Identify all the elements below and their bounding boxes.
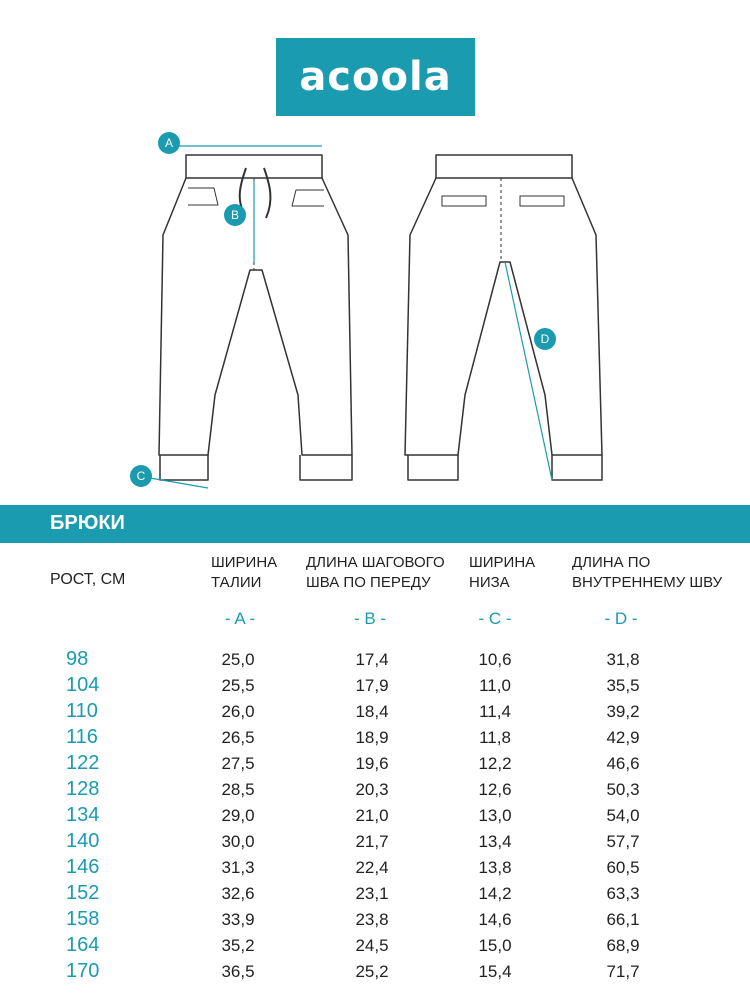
- value-b: 17,4: [355, 650, 389, 669]
- table-row: [0, 700, 750, 726]
- value-d: 31,8: [606, 650, 640, 669]
- size-cell: 170: [66, 960, 100, 982]
- table-row: [0, 960, 750, 986]
- value-c: 12,2: [478, 754, 512, 773]
- value-d: 54,0: [606, 806, 640, 825]
- value-b: 23,8: [355, 910, 389, 929]
- value-d: 35,5: [606, 676, 640, 695]
- value-a: 25,5: [221, 676, 255, 695]
- value-b: 23,1: [355, 884, 389, 903]
- value-c: 12,6: [478, 780, 512, 799]
- value-b: 20,3: [355, 780, 389, 799]
- value-b: 18,9: [355, 728, 389, 747]
- value-a: 28,5: [221, 780, 255, 799]
- size-cell: 98: [66, 648, 89, 670]
- size-cell: 146: [66, 856, 100, 878]
- size-cell: 164: [66, 934, 100, 956]
- column-letter-c: - C -: [478, 609, 512, 628]
- size-cell: 158: [66, 908, 100, 930]
- column-header-d: ДЛИНА ПО ВНУТРЕННЕМУ ШВУ: [572, 554, 723, 591]
- table-row: [0, 726, 750, 752]
- size-cell: 104: [66, 674, 100, 696]
- table-row: [0, 934, 750, 960]
- value-c: 11,8: [479, 728, 511, 747]
- value-a: 36,5: [221, 962, 255, 981]
- value-c: 15,0: [478, 936, 512, 955]
- size-column-header: РОСТ, СМ: [50, 571, 126, 588]
- marker-b-label: B: [230, 208, 240, 222]
- value-a: 30,0: [221, 832, 255, 851]
- value-a: 26,5: [221, 728, 255, 747]
- value-c: 14,6: [478, 910, 512, 929]
- pants-diagram: [0, 125, 750, 500]
- column-header-c: ШИРИНА НИЗА: [469, 554, 536, 591]
- brand-logo: [276, 38, 475, 116]
- value-d: 42,9: [606, 728, 640, 747]
- value-b: 21,7: [355, 832, 389, 851]
- value-d: 71,7: [606, 962, 640, 981]
- value-d: 63,3: [606, 884, 640, 903]
- marker-a-label: A: [164, 136, 174, 150]
- value-c: 11,0: [479, 676, 511, 695]
- size-cell: 122: [66, 752, 100, 774]
- value-b: 18,4: [355, 702, 389, 721]
- size-cell: 152: [66, 882, 100, 904]
- table-row: [0, 778, 750, 804]
- column-header-b: ДЛИНА ШАГОВОГО ШВА ПО ПЕРЕДУ: [306, 554, 445, 591]
- value-c: 13,0: [478, 806, 512, 825]
- marker-d-label: D: [540, 332, 550, 346]
- size-cell: 134: [66, 804, 100, 826]
- value-b: 17,9: [355, 676, 389, 695]
- table-row: [0, 882, 750, 908]
- value-b: 19,6: [355, 754, 389, 773]
- pants-back-view: [405, 155, 602, 480]
- value-c: 13,4: [478, 832, 512, 851]
- value-b: 22,4: [355, 858, 389, 877]
- value-a: 29,0: [221, 806, 255, 825]
- column-letter-b: - B -: [353, 609, 387, 628]
- value-a: 26,0: [221, 702, 255, 721]
- value-d: 46,6: [606, 754, 640, 773]
- table-row: [0, 648, 750, 674]
- size-cell: 116: [66, 726, 98, 748]
- value-a: 32,6: [221, 884, 255, 903]
- value-d: 68,9: [606, 936, 640, 955]
- table-row: [0, 752, 750, 778]
- marker-c-label: C: [136, 469, 146, 483]
- value-c: 13,8: [478, 858, 512, 877]
- size-cell: 128: [66, 778, 100, 800]
- size-cell: 110: [66, 700, 98, 722]
- brand-logo-text: acoola: [299, 54, 452, 100]
- value-d: 50,3: [606, 780, 640, 799]
- value-d: 39,2: [606, 702, 640, 721]
- value-a: 35,2: [221, 936, 255, 955]
- value-d: 66,1: [606, 910, 640, 929]
- section-title: БРЮКИ: [50, 512, 125, 534]
- value-d: 57,7: [606, 832, 640, 851]
- value-c: 11,4: [479, 702, 511, 721]
- value-a: 33,9: [221, 910, 255, 929]
- size-cell: 140: [66, 830, 100, 852]
- value-b: 21,0: [355, 806, 389, 825]
- table-row: [0, 804, 750, 830]
- measure-markers: [130, 132, 556, 487]
- column-letter-a: - A -: [224, 609, 256, 628]
- section-band: [0, 505, 750, 543]
- column-letter-d: - D -: [604, 609, 638, 628]
- table-row: [0, 856, 750, 882]
- value-b: 25,2: [355, 962, 389, 981]
- table-row: [0, 908, 750, 934]
- column-header-a: ШИРИНА ТАЛИИ: [211, 554, 278, 591]
- pants-front-view: [159, 155, 352, 480]
- value-b: 24,5: [355, 936, 389, 955]
- value-d: 60,5: [606, 858, 640, 877]
- value-c: 15,4: [478, 962, 512, 981]
- value-c: 14,2: [478, 884, 512, 903]
- value-c: 10,6: [478, 650, 512, 669]
- value-a: 25,0: [221, 650, 255, 669]
- table-row: [0, 830, 750, 856]
- value-a: 27,5: [221, 754, 255, 773]
- value-a: 31,3: [221, 858, 255, 877]
- table-row: [0, 674, 750, 700]
